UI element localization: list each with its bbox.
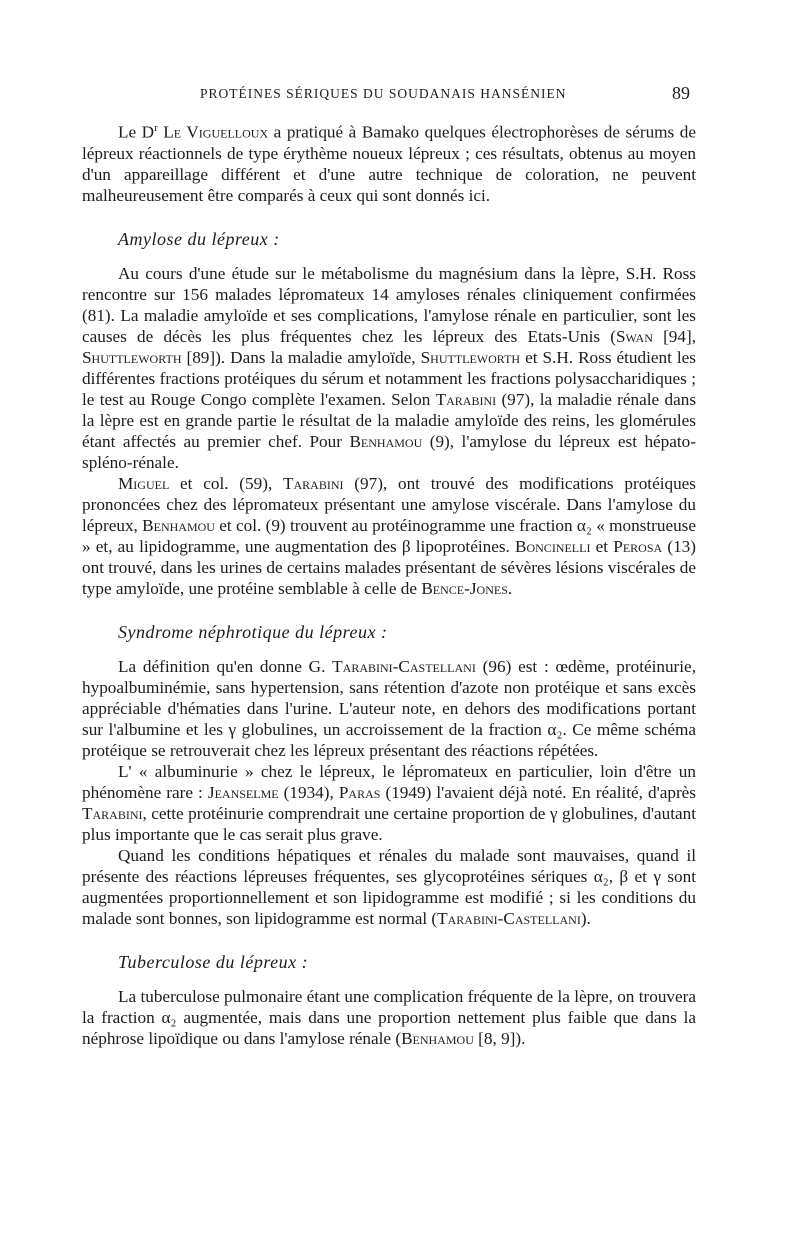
author-name: Benhamou [401, 1028, 474, 1048]
author-name: Tarabini-Castellani [437, 908, 581, 928]
author-name: Shuttleworth [82, 347, 182, 367]
author-name: Jeanselme [207, 782, 279, 802]
paragraph-amylose-2: Miguel et col. (59), Tarabini (97), ont trouvé des modifications protéiques prononcées chez des lépromateux présentant une amylose viscérale. Dans l'amylose du lépreux, Benhamou et col. (9) trouvent au protéinogramme une fraction α₂ « monstrueuse » et, au lipidogramme, une augmentation des β lipoprotéines. Boncinelli et Perosa (13) ont trouvé, dans les urines de certains malades présentant de sévères lésions viscérales de type amyloïde, une protéine semblable à celle de Bence-Jones. [82, 473, 696, 598]
paragraph-syndrome-2: L' « albuminurie » chez le lépreux, le lépromateux en particulier, loin d'être un phénomène rare : Jeanselme (1934), Paras (1949) l'avaient déjà noté. En réalité, d'après Tarabini, cette protéinurie comprendrait une certaine proportion de γ globulines, d'autant plus importante que le cas serait plus grave. [82, 761, 696, 844]
section-heading-amylose: Amylose du lépreux : [118, 228, 280, 249]
body-text [82, 118, 696, 1049]
author-name: Perosa [613, 536, 663, 556]
author-name: Shuttleworth [420, 347, 521, 367]
author-name: Benhamou [349, 431, 423, 451]
page-number: 89 [672, 83, 690, 103]
author-name: Tarabini [435, 389, 497, 409]
paragraph-syndrome-1: La définition qu'en donne G. Tarabini-Castellani (96) est : œdème, protéinurie, hypoalbuminémie, sans hypertension, sans rétention d'azote non protéique et sans excès appréciable d'hématies dans l'urine. L'auteur note, en dehors des modifications portant sur l'albumine et les γ globulines, un accroissement de la fraction α₂. Ce même schéma protéique se retrouverait chez les lépreux présentant des réactions répétées. [82, 656, 696, 760]
author-name: Tarabini [82, 803, 143, 823]
paragraph-tuberculose: La tuberculose pulmonaire étant une complication fréquente de la lèpre, on trouvera la fraction α₂ augmentée, mais dans une proportion nettement plus faible que dans la néphrose lipoïdique ou dans l'amylose rénale (Benhamou [8, 9]). [82, 986, 696, 1048]
section-heading-syndrome: Syndrome néphrotique du lépreux : [118, 621, 388, 642]
author-name: Swan [615, 326, 653, 346]
paragraph-syndrome-3: Quand les conditions hépatiques et rénales du malade sont mauvaises, quand il présente des réactions lépreuses fréquentes, ses glycoprotéines sériques α₂, β et γ sont augmentées proportionnellement et son lipidogramme est modifié ; si les conditions du malade sont bonnes, son lipidogramme est normal (Tarabini-Castellani). [82, 845, 696, 928]
author-name: Boncinelli [515, 536, 591, 556]
author-name: Le Viguelloux [157, 122, 269, 142]
author-name: Miguel [118, 473, 170, 493]
running-title: PROTÉINES SÉRIQUES DU SOUDANAIS HANSÉNIEN [200, 86, 567, 101]
paragraph-viguelloux: Le $D^r$ Le Viguelloux a pratiqué à Bamako quelques électrophorèses de sérums de lépreux réactionnels de type érythème noueux lépreux ; ces résultats, obtenus au moyen d'un appareillage différent et d'une autre technique de coloration, ne peuvent malheureusement être comparés à ceux qui sont donnés ici. [82, 122, 696, 205]
author-name: Tarabini-Castellani [332, 656, 476, 676]
author-name: Tarabini [283, 473, 344, 493]
author-name: Paras [338, 782, 381, 802]
section-heading-tuberculose: Tuberculose du lépreux : [118, 951, 309, 972]
author-name: Benhamou [142, 515, 215, 535]
author-name: Bence-Jones [421, 578, 508, 598]
paragraph-amylose-1: Au cours d'une étude sur le métabolisme du magnésium dans la lèpre, S.H. Ross rencontre sur 156 malades lépromateux 14 amyloses rénales cliniquement confirmées (81). La maladie amyloïde et ses complications, l'amylose rénale en particulier, sont les causes de décès les plus fréquentes chez les lépreux des Etats-Unis (Swan [94], Shuttleworth [89]). Dans la maladie amyloïde, Shuttleworth et S.H. Ross étudient les différentes fractions protéiques du sérum et notamment les fractions polysaccharidiques ; le test au Rouge Congo complète l'examen. Selon Tarabini (97), la maladie rénale dans la lèpre est en grande partie le résultat de la maladie amyloïde des reins, les glomérules étant affectés au premier chef. Pour Benhamou (9), l'amylose du lépreux est hépato-spléno-rénale. [82, 263, 697, 472]
